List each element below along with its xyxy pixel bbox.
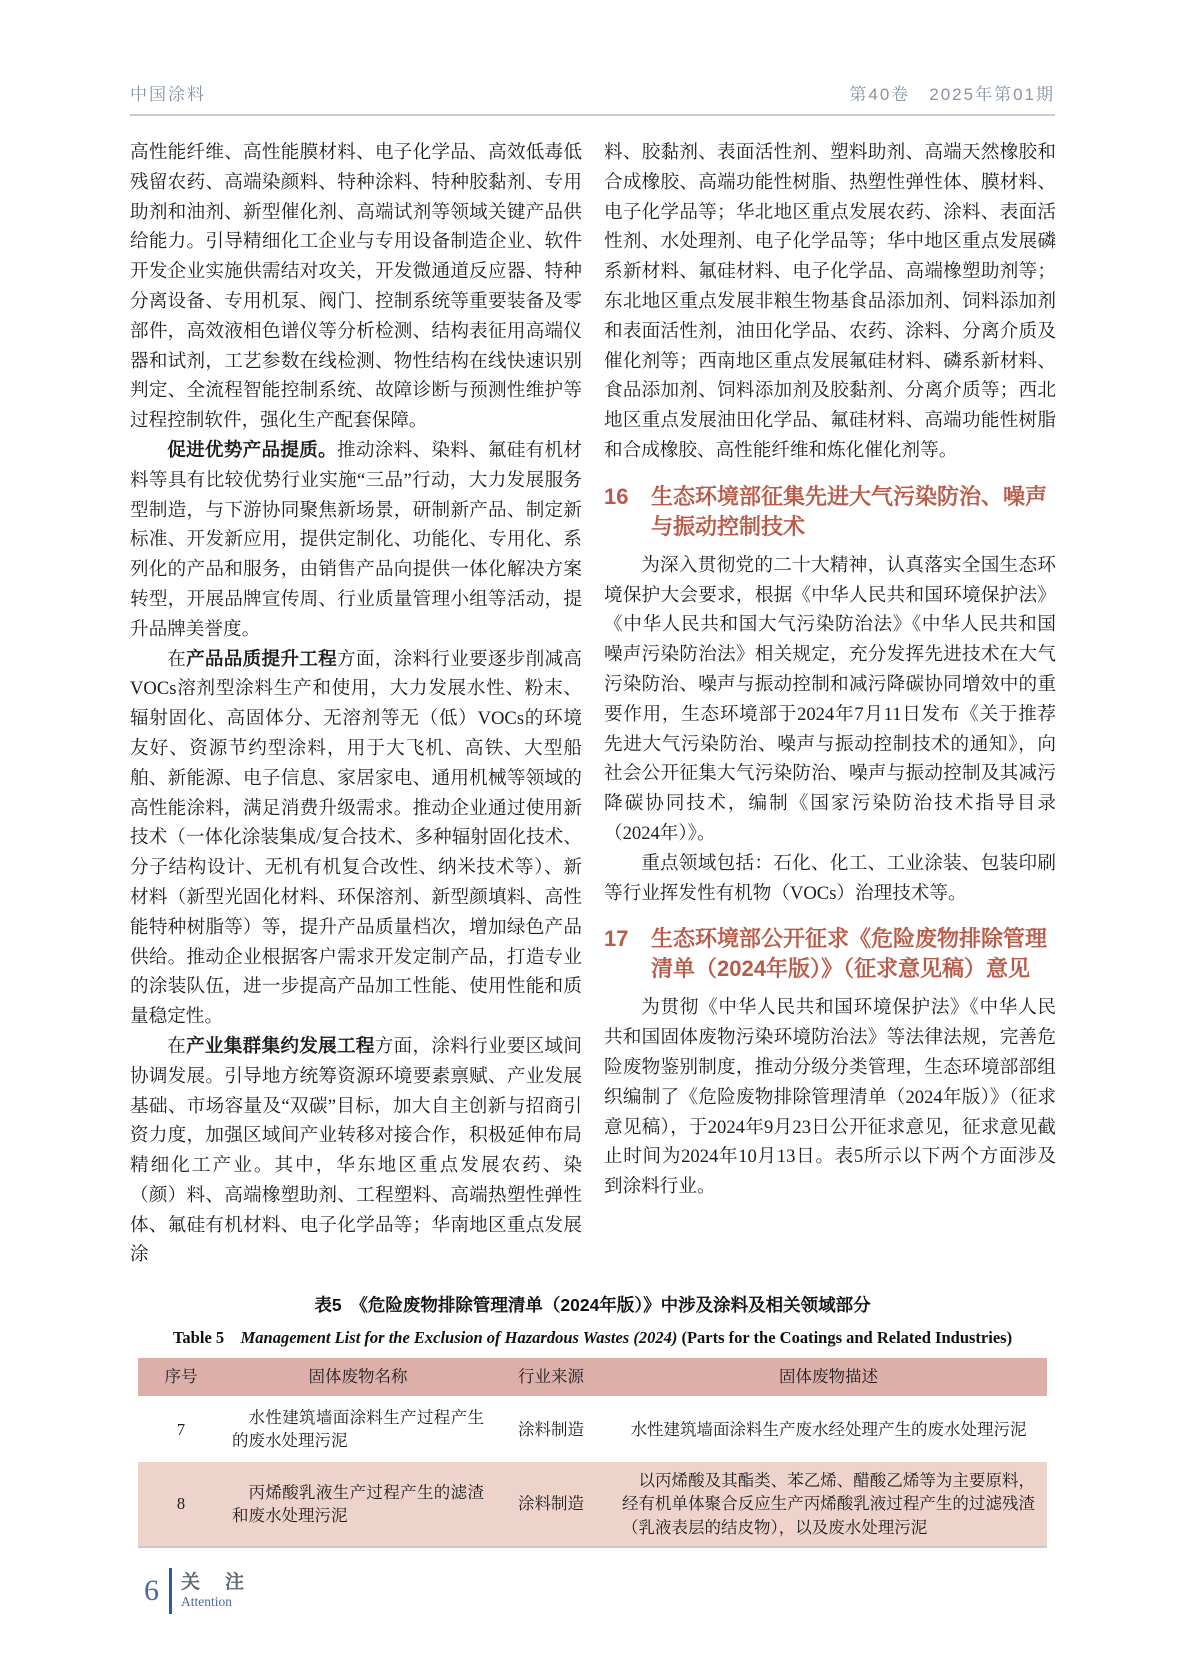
section-17-number: 17 xyxy=(604,926,629,952)
journal-page xyxy=(0,80,1187,1614)
footer-divider-bar xyxy=(169,1568,172,1614)
table5 xyxy=(138,1358,1047,1548)
section-16-paragraph-2: 重点领域包括：石化、化工、工业涂装、包装印刷等行业挥发性有机物（VOCs）治理技术等。 xyxy=(604,852,1056,904)
paragraph-text: 推动涂料、染料、氟硅有机材料等具有比较优势行业实施“三品”行动，大力发展服务型制造，与下游协同聚焦新场景，研制新产品、制定新标准、开发新应用，提供定制化、功能化、专用化、系列化的产品和服务，由销售产品向提供一体化解决方案转型，开展品牌宣传周、行业质量管理小组等活动，提升品牌美誉度。 xyxy=(130,439,582,640)
col-header-desc: 固体废物描述 xyxy=(610,1358,1047,1397)
section-16-number: 16 xyxy=(604,483,629,509)
section-16-paragraph-1: 为深入贯彻党的二十大精神，认真落实全国生态环境保护大会要求，根据《中华人民共和国环境保护法》《中华人民共和国大气污染防治法》《中华人民共和国噪声污染防治法》相关规定，充分发挥先进技术在大气污染防治、噪声与振动控制和减污降碳协同增效中的重要作用，生态环境部于2024年7月11日发布《关于推荐先进大气污染防治、噪声与振动控制技术的通知》，向社会公开征集大气污染防治、噪声与振动控制及其减污降碳协同技术，编制《国家污染防治技术指导目录（2024年）》。 xyxy=(604,554,1056,844)
cell-no: 8 xyxy=(138,1461,224,1548)
table5-header xyxy=(138,1358,1047,1397)
cell-no: 7 xyxy=(138,1397,224,1461)
right-column xyxy=(604,138,1056,1270)
col-header-no: 序号 xyxy=(138,1358,224,1397)
table-row xyxy=(138,1461,1047,1548)
paragraph-text: 在 xyxy=(167,648,187,670)
table5-caption-en xyxy=(138,1324,1047,1348)
cell-name: 丙烯酸乳液生产过程产生的滤渣和废水处理污泥 xyxy=(224,1461,492,1548)
footer-section-en: Attention xyxy=(181,1594,232,1610)
paragraph-continued xyxy=(130,138,582,436)
section-17-title: 生态环境部公开征求《危险废物排除管理清单（2024年版）》（征求意见稿）意见 xyxy=(651,926,1048,982)
section-17-heading xyxy=(604,924,1056,984)
section-16-heading xyxy=(604,482,1056,542)
footer-section-cn: 关 注 xyxy=(181,1572,248,1594)
cell-source: 涂料制造 xyxy=(492,1461,610,1548)
col-header-name: 固体废物名称 xyxy=(224,1358,492,1397)
paragraph-text: 方面，涂料行业要区域间协调发展。引导地方统筹资源环境要素禀赋、产业发展基础、市场容量及“双碳”目标，加大自主创新与招商引资力度，加强区域间产业转移对接合作，积极延伸布局精细化工产业。其中，华东地区重点发展农药、染（颜）料、高端橡塑助剂、工程塑料、高端热塑性弹性体、氟硅有机材料、电子化学品等；华南地区重点发展涂 xyxy=(130,1035,582,1266)
bold-inline: 产业集群集约发展工程 xyxy=(186,1035,375,1057)
cell-source: 涂料制造 xyxy=(492,1397,610,1461)
cell-desc: 以丙烯酸及其酯类、苯乙烯、醋酸乙烯等为主要原料，经有机单体聚合反应生产丙烯酸乳液过程产生的过滤残渣（乳液表层的结皮物），以及废水处理污泥 xyxy=(610,1461,1047,1548)
table-row xyxy=(138,1397,1047,1461)
issue-info: 第40卷 2025年第01期 xyxy=(849,85,1055,104)
table5-caption-cn: 表5 《危险废物排除管理清单（2024年版）》中涉及涂料及相关领域部分 xyxy=(314,1295,871,1316)
footer-section-labels xyxy=(181,1572,247,1610)
paragraph-continuation: 料、胶黏剂、表面活性剂、塑料助剂、高端天然橡胶和合成橡胶、高端功能性树脂、热塑性弹性体、膜材料、电子化学品等；华北地区重点发展农药、涂料、表面活性剂、水处理剂、电子化学品等；华中地区重点发展磷系新材料、氟硅材料、电子化学品、高端橡塑助剂等；东北地区重点发展非粮生物基食品添加剂、饲料添加剂和表面活性剂，油田化学品、农药、涂料、分离介质及催化剂等；西南地区重点发展氟硅材料、磷系新材料、食品添加剂、饲料添加剂及胶黏剂、分离介质等；西北地区重点发展油田化学品、氟硅材料、高端功能性树脂和合成橡胶、高性能纤维和炼化催化剂等。 xyxy=(604,142,1056,461)
cell-desc: 水性建筑墙面涂料生产废水经处理产生的废水处理污泥 xyxy=(610,1397,1047,1461)
table5-block xyxy=(130,1292,1055,1548)
table5-header-row xyxy=(138,1358,1047,1397)
journal-name: 中国涂料 xyxy=(130,85,206,104)
left-column xyxy=(130,138,582,1270)
paragraph-text: 在 xyxy=(167,1035,187,1057)
paragraph-cluster-project xyxy=(130,1032,582,1270)
bold-inline: 产品品质提升工程 xyxy=(186,648,337,670)
bold-lead: 促进优势产品提质。 xyxy=(167,439,337,461)
page-footer xyxy=(144,1568,1055,1614)
page-number: 6 xyxy=(144,1574,159,1608)
col-header-source: 行业来源 xyxy=(492,1358,610,1397)
paragraph-product-quality-lead xyxy=(130,436,582,645)
body-columns xyxy=(130,138,1055,1270)
paragraph-text: 高性能纤维、高性能膜材料、电子化学品、高效低毒低残留农药、高端染颜料、特种涂料、特种胶黏剂、专用助剂和油剂、新型催化剂、高端试剂等领域关键产品供给能力。引导精细化工企业与专用设备制造企业、软件开发企业实施供需结对攻关，开发微通道反应器、特种分离设备、专用机泵、阀门、控制系统等重要装备及零部件，高效液相色谱仪等分析检测、结构表征用高端仪器和试剂，工艺参数在线检测、物性结构在线快速识别判定、全流程智能控制系统、故障诊断与预测性维护等过程控制软件，强化生产配套保障。 xyxy=(130,142,582,432)
table5-caption-en-title: Management List for the Exclusion of Hazardous Wastes (2024) xyxy=(240,1328,678,1348)
section-16-title: 生态环境部征集先进大气污染防治、噪声与振动控制技术 xyxy=(651,483,1048,539)
paragraph-quality-project xyxy=(130,645,582,1032)
cell-name: 水性建筑墙面涂料生产过程产生的废水处理污泥 xyxy=(224,1397,492,1461)
table5-caption-en-label: Table 5 xyxy=(172,1328,241,1348)
section-17-paragraph-1: 为贯彻《中华人民共和国环境保护法》《中华人民共和国固体废物污染环境防治法》等法律法规，完善危险废物鉴别制度，推动分级分类管理，生态环境部部组织编制了《危险废物排除管理清单（2024年版）》（征求意见稿），于2024年9月23日公开征求意见，征求意见截止时间为2024年10月13日。表5所示以下两个方面涉及到涂料行业。 xyxy=(604,997,1056,1198)
running-head xyxy=(130,80,1055,116)
table5-caption-en-suffix: (Parts for the Coatings and Related Industries) xyxy=(677,1328,1013,1348)
paragraph-text: 方面，涂料行业要逐步削减高VOCs溶剂型涂料生产和使用，大力发展水性、粉末、辐射固化、高固体分、无溶剂等无（低）VOCs的环境友好、资源节约型涂料，用于大飞机、高铁、大型船舶、新能源、电子信息、家居家电、通用机械等领域的高性能涂料，满足消费升级需求。推动企业通过使用新技术（一体化涂装集成/复合技术、多种辐射固化技术、分子结构设计、无机有机复合改性、纳米技术等）、新材料（新型光固化材料、环保溶剂、新型颜填料、高性能特种树脂等）等，提升产品质量档次，增加绿色产品供给。推动企业根据客户需求开发定制产品，打造专业的涂装队伍，进一步提高产品加工性能、使用性能和质量稳定性。 xyxy=(130,648,582,1028)
